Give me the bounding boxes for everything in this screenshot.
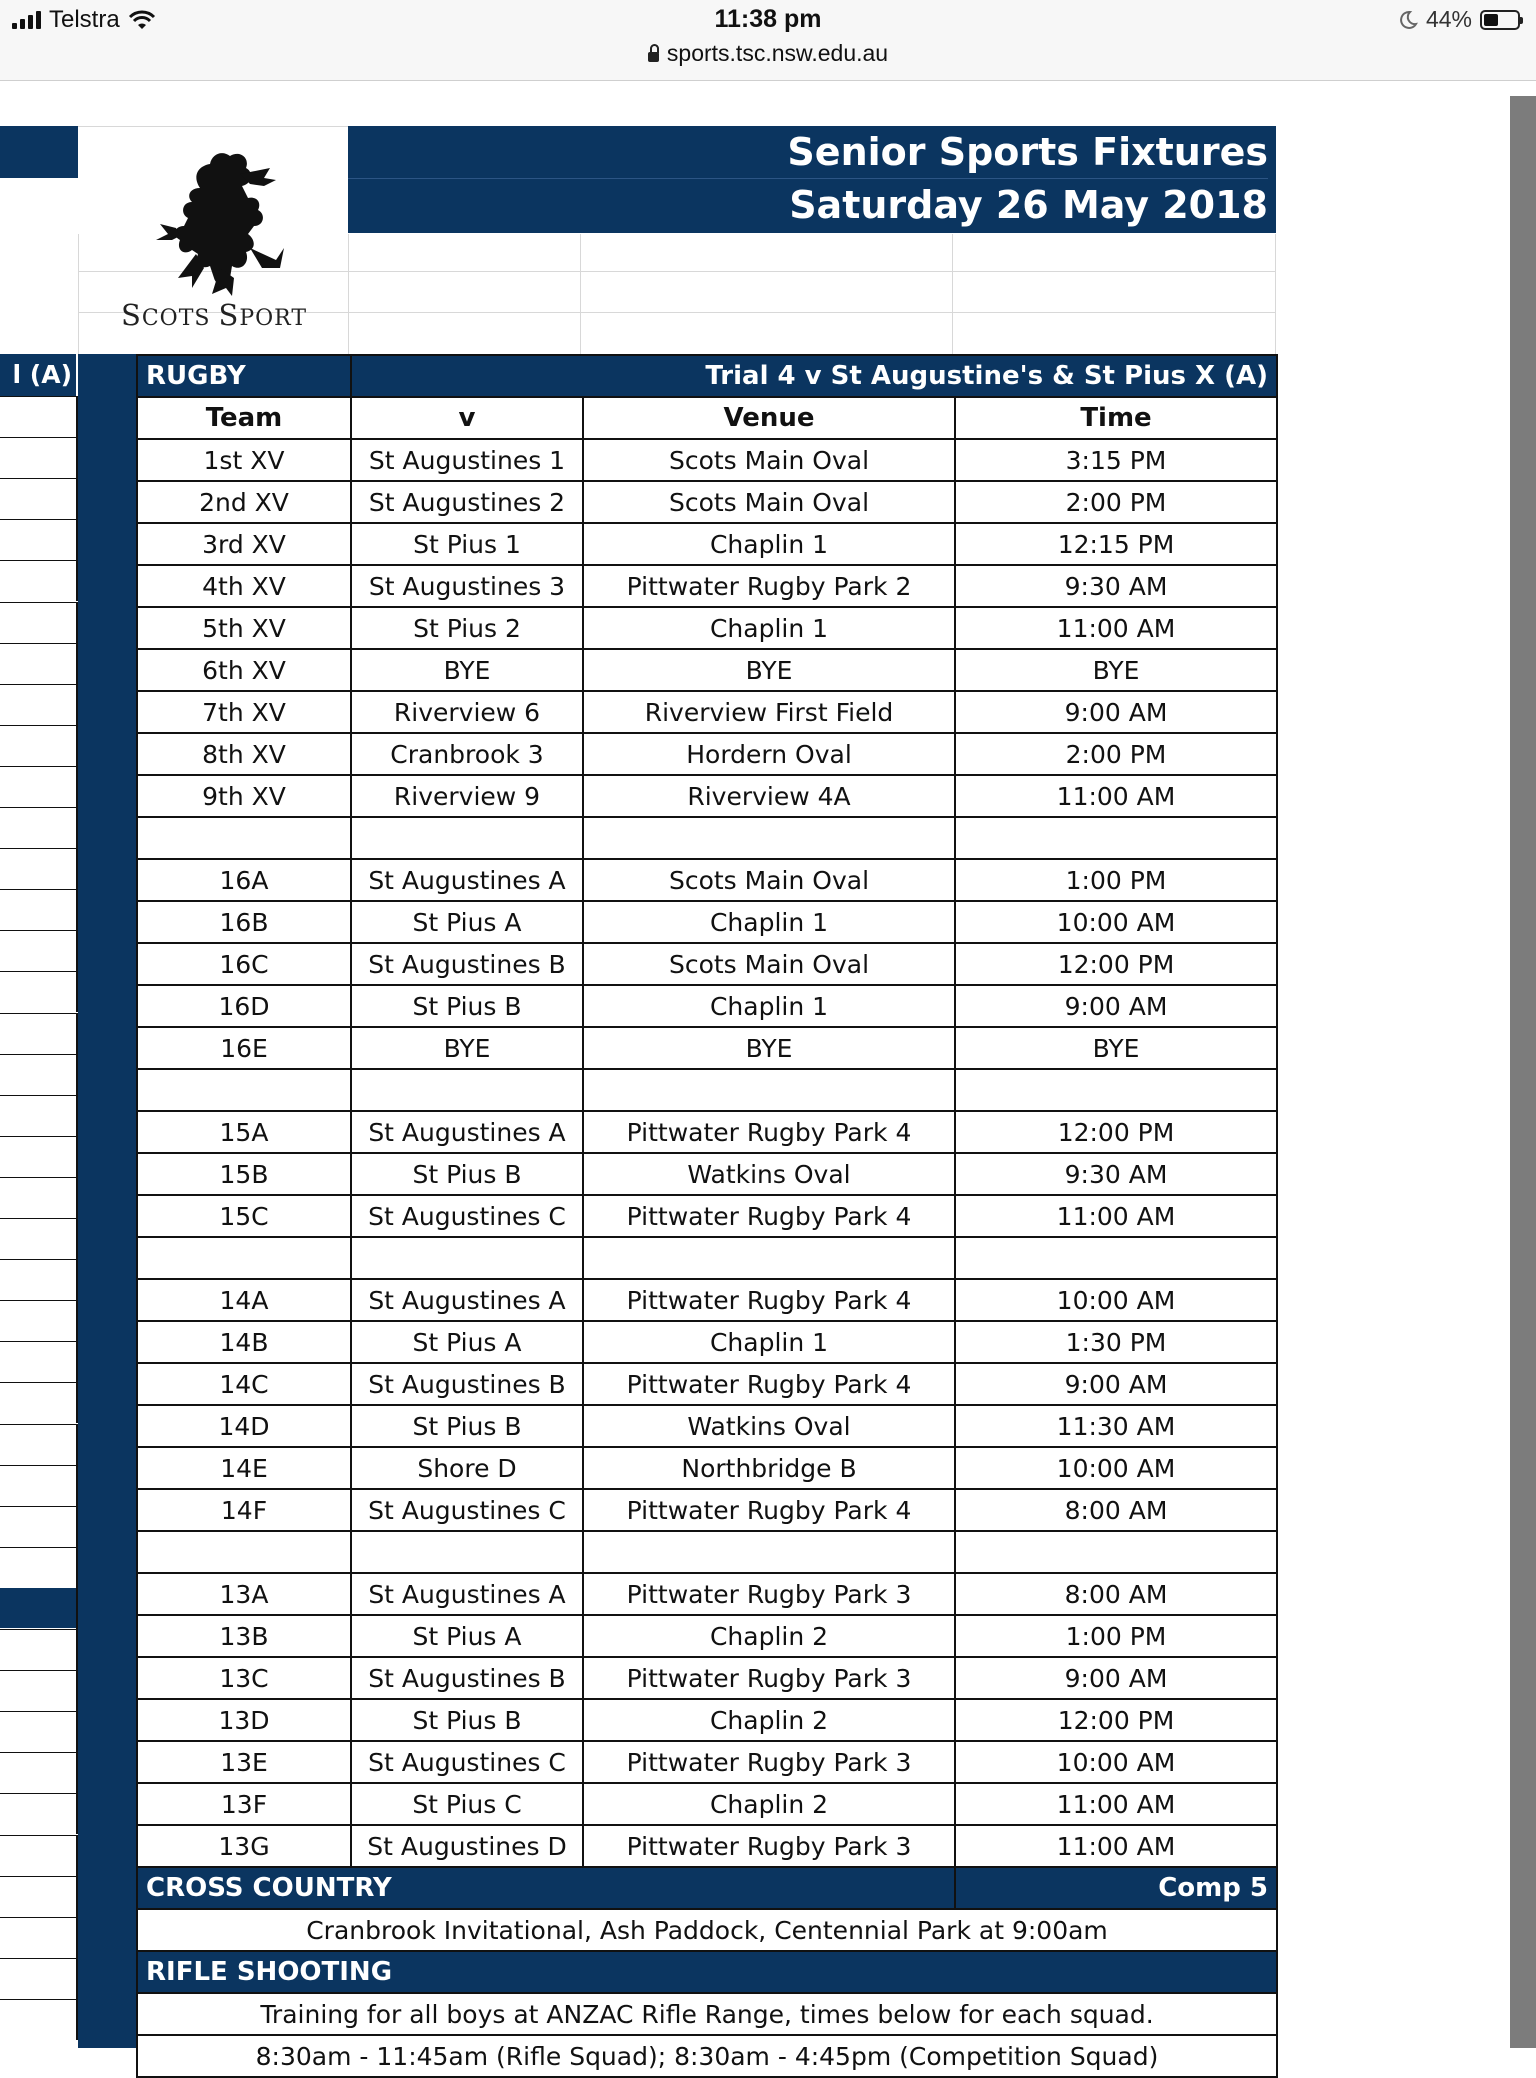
left-empty-cell: [0, 1424, 78, 1465]
fixture-row: [137, 985, 1277, 1027]
fixture-row: [137, 775, 1277, 817]
fixture-row: [137, 481, 1277, 523]
cross-country-header-row: [137, 1867, 1277, 1909]
address-bar[interactable]: [0, 40, 1536, 67]
col-time: Time: [955, 397, 1277, 439]
fixtures-table: [136, 354, 1278, 2078]
rifle-shooting-title: RIFLE SHOOTING: [137, 1951, 1277, 1993]
left-empty-cell: [0, 1218, 78, 1259]
venue-cell: Pittwater Rugby Park 3: [583, 1573, 955, 1615]
venue-cell: Scots Main Oval: [583, 439, 955, 481]
left-empty-cell: [0, 602, 78, 643]
time-cell: 11:00 AM: [955, 1825, 1277, 1867]
left-empty-cell: [0, 1835, 78, 1876]
fixtures-title-banner: [348, 126, 1276, 233]
spacer-row: [137, 1069, 1277, 1111]
opponent-cell: [351, 1531, 583, 1573]
team-cell: 13A: [137, 1573, 351, 1615]
left-empty-cell: [0, 1013, 78, 1054]
opponent-cell: BYE: [351, 649, 583, 691]
carrier-name: Telstra: [49, 6, 120, 33]
fixtures-panel: [136, 354, 1276, 2078]
team-cell: 13G: [137, 1825, 351, 1867]
opponent-cell: St Augustines D: [351, 1825, 583, 1867]
team-cell: 2nd XV: [137, 481, 351, 523]
scots-sport-logo: [80, 128, 348, 354]
opponent-cell: St Pius B: [351, 1699, 583, 1741]
team-cell: [137, 817, 351, 859]
time-cell: 3:15 PM: [955, 439, 1277, 481]
cross-country-comp: Comp 5: [955, 1867, 1277, 1909]
venue-cell: BYE: [583, 1027, 955, 1069]
fixture-row: [137, 1699, 1277, 1741]
cross-country-detail: Cranbrook Invitational, Ash Paddock, Centennial Park at 9:00am: [137, 1909, 1277, 1951]
time-cell: 12:00 PM: [955, 1699, 1277, 1741]
left-empty-cell: [0, 437, 78, 478]
time-cell: 10:00 AM: [955, 901, 1277, 943]
left-section-header: l (A): [0, 354, 76, 396]
rifle-shooting-header-row: [137, 1951, 1277, 1993]
left-empty-cell: [0, 1917, 78, 1958]
clock: 11:38 pm: [714, 5, 822, 33]
spacer-row: [137, 817, 1277, 859]
spacer-row: [137, 1531, 1277, 1573]
left-empty-cell: [0, 807, 78, 848]
fixture-row: [137, 691, 1277, 733]
time-cell: 11:00 AM: [955, 775, 1277, 817]
left-empty-cell: [0, 1506, 78, 1547]
venue-cell: Chaplin 1: [583, 901, 955, 943]
opponent-cell: St Pius A: [351, 1321, 583, 1363]
battery-percent: 44%: [1425, 6, 1472, 32]
team-cell: 16E: [137, 1027, 351, 1069]
lock-icon: [648, 52, 659, 62]
left-empty-cell: [0, 971, 78, 1012]
left-empty-cell: [0, 930, 78, 971]
left-empty-cell: [0, 519, 78, 560]
venue-cell: [583, 1237, 955, 1279]
time-cell: 11:00 AM: [955, 1783, 1277, 1825]
column-header-row: [137, 397, 1277, 439]
fixture-row: [137, 1825, 1277, 1867]
time-cell: 9:00 AM: [955, 1657, 1277, 1699]
opponent-cell: St Augustines A: [351, 859, 583, 901]
ios-status-bar: [0, 0, 1536, 81]
venue-cell: Chaplin 2: [583, 1699, 955, 1741]
opponent-cell: St Pius 2: [351, 607, 583, 649]
left-empty-cell: [0, 1711, 78, 1752]
left-empty-cell: [0, 766, 78, 807]
time-cell: 12:00 PM: [955, 943, 1277, 985]
team-cell: [137, 1531, 351, 1573]
left-empty-cell: [0, 1793, 78, 1834]
team-cell: 13B: [137, 1615, 351, 1657]
team-cell: 14B: [137, 1321, 351, 1363]
battery-group: [1398, 6, 1520, 33]
fixture-row: [137, 1321, 1277, 1363]
opponent-cell: St Pius A: [351, 1615, 583, 1657]
opponent-cell: BYE: [351, 1027, 583, 1069]
col-opponent: v: [351, 397, 583, 439]
time-cell: 12:00 PM: [955, 1111, 1277, 1153]
left-empty-cell: [0, 1465, 78, 1506]
opponent-cell: St Augustines C: [351, 1489, 583, 1531]
left-empty-cell: [0, 1670, 78, 1711]
time-cell: 11:30 AM: [955, 1405, 1277, 1447]
venue-cell: Chaplin 1: [583, 607, 955, 649]
battery-level: [1484, 14, 1498, 26]
moon-icon: [1398, 10, 1418, 30]
time-cell: [955, 817, 1277, 859]
opponent-cell: Riverview 9: [351, 775, 583, 817]
opponent-cell: [351, 1069, 583, 1111]
team-cell: 8th XV: [137, 733, 351, 775]
logo-wordmark: SCOTS SPORT: [120, 298, 308, 332]
cross-country-detail-row: [137, 1909, 1277, 1951]
fixture-row: [137, 1657, 1277, 1699]
left-empty-cell: [0, 1054, 78, 1095]
left-empty-cell: [0, 1341, 78, 1382]
fixture-row: [137, 1405, 1277, 1447]
time-cell: BYE: [955, 1027, 1277, 1069]
venue-cell: Chaplin 2: [583, 1615, 955, 1657]
venue-cell: Pittwater Rugby Park 4: [583, 1195, 955, 1237]
left-empty-cell: [0, 1547, 78, 1588]
fixture-row: [137, 1783, 1277, 1825]
venue-cell: Riverview 4A: [583, 775, 955, 817]
venue-cell: Hordern Oval: [583, 733, 955, 775]
url-text: sports.tsc.nsw.edu.au: [666, 40, 889, 66]
team-cell: 3rd XV: [137, 523, 351, 565]
spacer-row: [137, 1237, 1277, 1279]
venue-cell: Pittwater Rugby Park 4: [583, 1489, 955, 1531]
team-cell: 14A: [137, 1279, 351, 1321]
time-cell: 1:00 PM: [955, 859, 1277, 901]
fixture-row: [137, 1153, 1277, 1195]
fixture-row: [137, 565, 1277, 607]
left-empty-cell: [0, 889, 78, 930]
navy-divider-bar: [78, 354, 136, 2048]
rifle-shooting-line2-row: [137, 2035, 1277, 2077]
opponent-cell: St Augustines 2: [351, 481, 583, 523]
left-empty-cell: [0, 560, 78, 601]
team-cell: 13D: [137, 1699, 351, 1741]
team-cell: 16A: [137, 859, 351, 901]
team-cell: 14C: [137, 1363, 351, 1405]
team-cell: 1st XV: [137, 439, 351, 481]
rifle-shooting-line1: Training for all boys at ANZAC Rifle Range, times below for each squad.: [137, 1993, 1277, 2035]
team-cell: 14E: [137, 1447, 351, 1489]
left-header-strip: [0, 126, 78, 178]
fixture-row: [137, 943, 1277, 985]
opponent-cell: Shore D: [351, 1447, 583, 1489]
rugby-trial-info: Trial 4 v St Augustine's & St Pius X (A): [351, 355, 1277, 397]
battery-icon: [1480, 10, 1520, 30]
venue-cell: Chaplin 2: [583, 1783, 955, 1825]
team-cell: 13F: [137, 1783, 351, 1825]
fixture-row: [137, 523, 1277, 565]
time-cell: 11:00 AM: [955, 607, 1277, 649]
time-cell: 12:15 PM: [955, 523, 1277, 565]
opponent-cell: St Pius C: [351, 1783, 583, 1825]
team-cell: 15A: [137, 1111, 351, 1153]
time-cell: 9:00 AM: [955, 985, 1277, 1027]
left-empty-cell: [0, 1629, 78, 1670]
team-cell: 5th XV: [137, 607, 351, 649]
venue-cell: Scots Main Oval: [583, 943, 955, 985]
team-cell: 7th XV: [137, 691, 351, 733]
left-empty-cell: [0, 1876, 78, 1917]
team-cell: 13E: [137, 1741, 351, 1783]
left-empty-cell: [0, 1382, 78, 1423]
cross-country-title: CROSS COUNTRY: [137, 1867, 955, 1909]
venue-cell: Pittwater Rugby Park 4: [583, 1111, 955, 1153]
rifle-shooting-line1-row: [137, 1993, 1277, 2035]
venue-cell: [583, 1069, 955, 1111]
team-cell: 16D: [137, 985, 351, 1027]
time-cell: 10:00 AM: [955, 1279, 1277, 1321]
time-cell: 8:00 AM: [955, 1489, 1277, 1531]
time-cell: 2:00 PM: [955, 733, 1277, 775]
opponent-cell: [351, 817, 583, 859]
fixture-row: [137, 1573, 1277, 1615]
opponent-cell: St Augustines 1: [351, 439, 583, 481]
opponent-cell: St Pius 1: [351, 523, 583, 565]
rugby-header-row: [137, 355, 1277, 397]
venue-cell: Chaplin 1: [583, 1321, 955, 1363]
left-empty-cell: [0, 1136, 78, 1177]
left-empty-cell: [0, 1958, 78, 1999]
time-cell: 1:00 PM: [955, 1615, 1277, 1657]
team-cell: 14F: [137, 1489, 351, 1531]
venue-cell: Pittwater Rugby Park 4: [583, 1279, 955, 1321]
rugby-title: RUGBY: [137, 355, 351, 397]
fixture-row: [137, 1027, 1277, 1069]
fixture-row: [137, 1615, 1277, 1657]
team-cell: 13C: [137, 1657, 351, 1699]
time-cell: 10:00 AM: [955, 1447, 1277, 1489]
venue-cell: Pittwater Rugby Park 3: [583, 1825, 955, 1867]
opponent-cell: St Pius B: [351, 1153, 583, 1195]
opponent-cell: St Pius B: [351, 1405, 583, 1447]
team-cell: [137, 1237, 351, 1279]
venue-cell: Scots Main Oval: [583, 481, 955, 523]
left-column-fragment: [0, 354, 78, 2048]
venue-cell: Pittwater Rugby Park 4: [583, 1363, 955, 1405]
left-empty-cell: [0, 1095, 78, 1136]
fixture-row: [137, 733, 1277, 775]
fixture-row: [137, 1363, 1277, 1405]
opponent-cell: St Augustines A: [351, 1279, 583, 1321]
venue-cell: Pittwater Rugby Park 3: [583, 1657, 955, 1699]
page-title: Senior Sports Fixtures: [348, 126, 1268, 179]
col-team: Team: [137, 397, 351, 439]
venue-cell: [583, 1531, 955, 1573]
fixture-row: [137, 1447, 1277, 1489]
time-cell: 9:00 AM: [955, 691, 1277, 733]
team-cell: 16B: [137, 901, 351, 943]
team-cell: 15B: [137, 1153, 351, 1195]
opponent-cell: St Augustines B: [351, 943, 583, 985]
opponent-cell: St Pius A: [351, 901, 583, 943]
left-empty-cell: [0, 478, 78, 519]
time-cell: 10:00 AM: [955, 1741, 1277, 1783]
opponent-cell: St Augustines A: [351, 1111, 583, 1153]
fixture-row: [137, 1741, 1277, 1783]
col-venue: Venue: [583, 397, 955, 439]
time-cell: 9:00 AM: [955, 1363, 1277, 1405]
opponent-cell: St Augustines 3: [351, 565, 583, 607]
fixture-row: [137, 1279, 1277, 1321]
team-cell: [137, 1069, 351, 1111]
left-empty-cell: [0, 1752, 78, 1793]
time-cell: 9:30 AM: [955, 565, 1277, 607]
left-empty-cell: [0, 1999, 78, 2040]
left-empty-cell: [0, 725, 78, 766]
time-cell: 9:30 AM: [955, 1153, 1277, 1195]
fixture-row: [137, 439, 1277, 481]
opponent-cell: St Augustines C: [351, 1741, 583, 1783]
venue-cell: Northbridge B: [583, 1447, 955, 1489]
fixture-row: [137, 649, 1277, 691]
lion-rampant-icon: [80, 128, 348, 298]
rifle-shooting-line2: 8:30am - 11:45am (Rifle Squad); 8:30am - 4:45pm (Competition Squad): [137, 2035, 1277, 2077]
venue-cell: Scots Main Oval: [583, 859, 955, 901]
fixture-row: [137, 901, 1277, 943]
left-section-band: [0, 1588, 76, 1628]
left-empty-cell: [0, 848, 78, 889]
team-cell: 4th XV: [137, 565, 351, 607]
venue-cell: Pittwater Rugby Park 3: [583, 1741, 955, 1783]
page-right-gutter: [1510, 96, 1536, 2048]
time-cell: [955, 1237, 1277, 1279]
time-cell: 2:00 PM: [955, 481, 1277, 523]
fixture-row: [137, 859, 1277, 901]
time-cell: [955, 1531, 1277, 1573]
fixture-row: [137, 607, 1277, 649]
venue-cell: BYE: [583, 649, 955, 691]
team-cell: 6th XV: [137, 649, 351, 691]
venue-cell: Riverview First Field: [583, 691, 955, 733]
fixture-row: [137, 1111, 1277, 1153]
time-cell: 11:00 AM: [955, 1195, 1277, 1237]
opponent-cell: St Augustines A: [351, 1573, 583, 1615]
opponent-cell: Cranbrook 3: [351, 733, 583, 775]
time-cell: 1:30 PM: [955, 1321, 1277, 1363]
left-empty-cell: [0, 1259, 78, 1300]
opponent-cell: St Augustines C: [351, 1195, 583, 1237]
left-empty-cell: [0, 396, 78, 437]
venue-cell: Watkins Oval: [583, 1153, 955, 1195]
opponent-cell: St Augustines B: [351, 1363, 583, 1405]
opponent-cell: St Pius B: [351, 985, 583, 1027]
left-empty-cell: [0, 643, 78, 684]
time-cell: BYE: [955, 649, 1277, 691]
fixture-row: [137, 1195, 1277, 1237]
opponent-cell: St Augustines B: [351, 1657, 583, 1699]
venue-cell: Watkins Oval: [583, 1405, 955, 1447]
left-empty-cell: [0, 1177, 78, 1218]
page-date: Saturday 26 May 2018: [789, 183, 1268, 227]
team-cell: 9th XV: [137, 775, 351, 817]
time-cell: 8:00 AM: [955, 1573, 1277, 1615]
venue-cell: Chaplin 1: [583, 985, 955, 1027]
opponent-cell: Riverview 6: [351, 691, 583, 733]
time-cell: [955, 1069, 1277, 1111]
left-empty-cell: [0, 684, 78, 725]
fixture-row: [137, 1489, 1277, 1531]
venue-cell: Chaplin 1: [583, 523, 955, 565]
team-cell: 14D: [137, 1405, 351, 1447]
left-empty-cell: [0, 1300, 78, 1341]
opponent-cell: [351, 1237, 583, 1279]
team-cell: 15C: [137, 1195, 351, 1237]
venue-cell: Pittwater Rugby Park 2: [583, 565, 955, 607]
team-cell: 16C: [137, 943, 351, 985]
venue-cell: [583, 817, 955, 859]
